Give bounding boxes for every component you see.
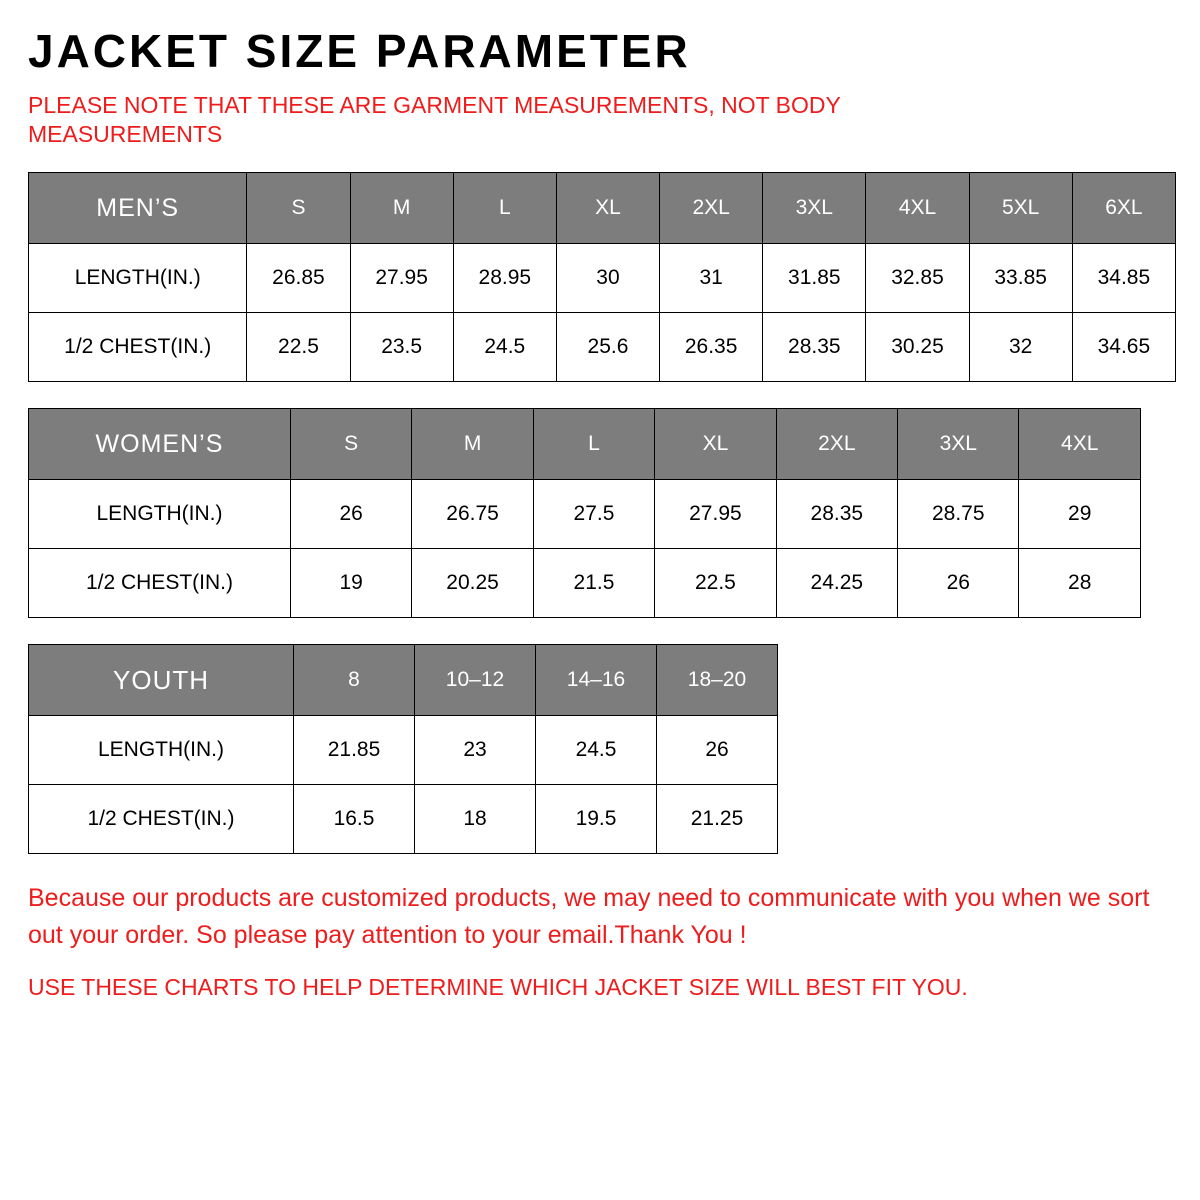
table-cell: 26.85 bbox=[247, 244, 350, 313]
table-header-cell: MEN’S bbox=[29, 173, 247, 244]
table-cell: 26 bbox=[898, 549, 1019, 618]
table-cell: 20.25 bbox=[412, 549, 533, 618]
table-cell: 18 bbox=[415, 785, 536, 854]
row-label: 1/2 CHEST(IN.) bbox=[29, 785, 294, 854]
table-header-cell: WOMEN’S bbox=[29, 409, 291, 480]
row-label: 1/2 CHEST(IN.) bbox=[29, 549, 291, 618]
table-header-cell: 5XL bbox=[969, 173, 1072, 244]
table-row bbox=[29, 313, 1176, 382]
table-header-cell: 8 bbox=[294, 645, 415, 716]
table-cell: 28.75 bbox=[898, 480, 1019, 549]
table-cell: 25.6 bbox=[556, 313, 659, 382]
table-cell: 21.25 bbox=[657, 785, 778, 854]
table-header-cell: S bbox=[290, 409, 411, 480]
row-label: LENGTH(IN.) bbox=[29, 244, 247, 313]
table-row bbox=[29, 549, 1141, 618]
table-cell: 27.95 bbox=[350, 244, 453, 313]
table-cell: 34.85 bbox=[1072, 244, 1175, 313]
table-header-cell: XL bbox=[556, 173, 659, 244]
table-cell: 27.95 bbox=[655, 480, 776, 549]
mens-size-table bbox=[28, 172, 1176, 382]
table-cell: 24.5 bbox=[453, 313, 556, 382]
table-cell: 31.85 bbox=[763, 244, 866, 313]
table-header-cell: 2XL bbox=[776, 409, 897, 480]
page-title: JACKET SIZE PARAMETER bbox=[28, 25, 691, 77]
footer-chart-usage-note: USE THESE CHARTS TO HELP DETERMINE WHICH JACKET SIZE WILL BEST FIT YOU. bbox=[28, 973, 968, 1000]
table-header-cell: 3XL bbox=[763, 173, 866, 244]
table-cell: 30 bbox=[556, 244, 659, 313]
womens-size-table bbox=[28, 408, 1141, 618]
table-cell: 33.85 bbox=[969, 244, 1072, 313]
table-header-row bbox=[29, 173, 1176, 244]
table-header-cell: 4XL bbox=[866, 173, 969, 244]
table-header-cell: L bbox=[453, 173, 556, 244]
table-cell: 28.95 bbox=[453, 244, 556, 313]
table-cell: 28.35 bbox=[776, 480, 897, 549]
table-header-cell: M bbox=[412, 409, 533, 480]
table-header-cell: 14–16 bbox=[536, 645, 657, 716]
row-label: LENGTH(IN.) bbox=[29, 716, 294, 785]
table-row bbox=[29, 480, 1141, 549]
table-header-row bbox=[29, 645, 778, 716]
table-cell: 32 bbox=[969, 313, 1072, 382]
table-cell: 31 bbox=[660, 244, 763, 313]
table-header-cell: XL bbox=[655, 409, 776, 480]
table-cell: 34.65 bbox=[1072, 313, 1175, 382]
table-row bbox=[29, 244, 1176, 313]
table-cell: 30.25 bbox=[866, 313, 969, 382]
table-cell: 24.5 bbox=[536, 716, 657, 785]
table-header-cell: M bbox=[350, 173, 453, 244]
measurement-note: PLEASE NOTE THAT THESE ARE GARMENT MEASUREMENTS, NOT BODY MEASUREMENTS bbox=[28, 91, 841, 148]
table-cell: 19 bbox=[290, 549, 411, 618]
table-header-cell: 2XL bbox=[660, 173, 763, 244]
table-cell: 26 bbox=[657, 716, 778, 785]
table-header-cell: S bbox=[247, 173, 350, 244]
table-cell: 32.85 bbox=[866, 244, 969, 313]
table-row bbox=[29, 716, 778, 785]
table-cell: 19.5 bbox=[536, 785, 657, 854]
table-header-cell: 4XL bbox=[1019, 409, 1141, 480]
table-header-row bbox=[29, 409, 1141, 480]
table-cell: 26.35 bbox=[660, 313, 763, 382]
table-header-cell: 3XL bbox=[898, 409, 1019, 480]
table-cell: 21.5 bbox=[533, 549, 654, 618]
table-cell: 29 bbox=[1019, 480, 1141, 549]
table-cell: 28.35 bbox=[763, 313, 866, 382]
table-cell: 22.5 bbox=[655, 549, 776, 618]
table-cell: 24.25 bbox=[776, 549, 897, 618]
table-header-cell: 6XL bbox=[1072, 173, 1175, 244]
footer-customization-note: Because our products are customized products, we may need to communicate with you when we sort out your order. So please pay attention to your email.Thank You ! bbox=[28, 884, 1150, 949]
row-label: 1/2 CHEST(IN.) bbox=[29, 313, 247, 382]
table-cell: 23.5 bbox=[350, 313, 453, 382]
row-label: LENGTH(IN.) bbox=[29, 480, 291, 549]
table-cell: 16.5 bbox=[294, 785, 415, 854]
footer bbox=[28, 880, 1172, 1002]
table-header-cell: 18–20 bbox=[657, 645, 778, 716]
table-row bbox=[29, 785, 778, 854]
table-cell: 28 bbox=[1019, 549, 1141, 618]
table-cell: 27.5 bbox=[533, 480, 654, 549]
table-cell: 22.5 bbox=[247, 313, 350, 382]
table-cell: 26 bbox=[290, 480, 411, 549]
table-cell: 21.85 bbox=[294, 716, 415, 785]
table-cell: 23 bbox=[415, 716, 536, 785]
table-header-cell: L bbox=[533, 409, 654, 480]
table-header-cell: YOUTH bbox=[29, 645, 294, 716]
youth-size-table bbox=[28, 644, 778, 854]
table-header-cell: 10–12 bbox=[415, 645, 536, 716]
table-cell: 26.75 bbox=[412, 480, 533, 549]
